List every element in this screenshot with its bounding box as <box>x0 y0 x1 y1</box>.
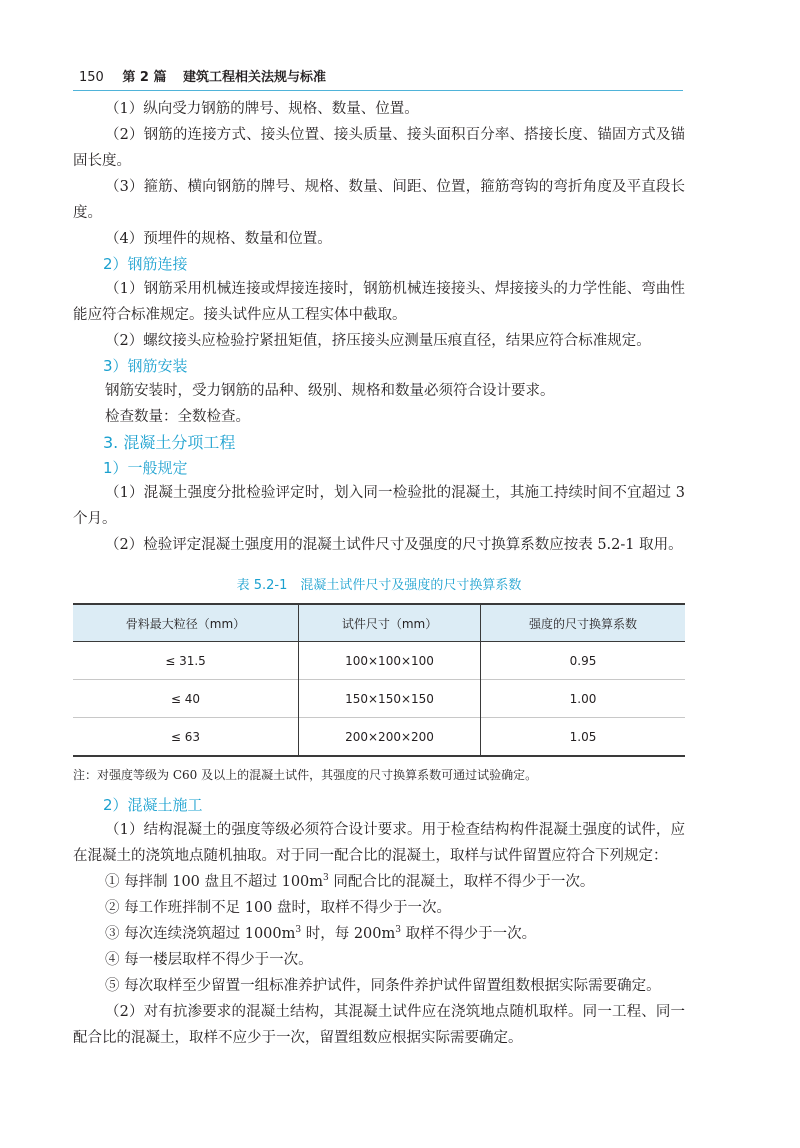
paragraph: （4）预埋件的规格、数量和位置。 <box>105 231 332 247</box>
paragraph: （3）箍筋、横向钢筋的牌号、规格、数量、间距、位置，箍筋弯钩的弯折角度及平直段长度。 <box>73 179 685 221</box>
paragraph: （1）结构混凝土的强度等级必须符合设计要求。用于检查结构构件混凝土强度的试件，应在混凝土的浇筑地点随机抽取。对于同一配合比的混凝土，取样与试件留置应符合下列规定： <box>73 822 685 864</box>
paragraph: （2）检验评定混凝土强度用的混凝土试件尺寸及强度的尺寸换算系数应按表 5.2-1 取用。 <box>105 537 683 553</box>
table-cell: ≤ 63 <box>73 718 299 757</box>
list-item: ④ 每一楼层取样不得少于一次。 <box>105 952 313 968</box>
table-cell: 1.05 <box>481 718 685 757</box>
subsection-heading: 2）混凝土施工 <box>103 796 203 814</box>
page-header <box>73 66 683 91</box>
part-label: 第 2 篇 <box>122 70 167 85</box>
paragraph: （1）混凝土强度分批检验评定时，划入同一检验批的混凝土，其施工持续时间不宜超过 3 个月。 <box>73 485 685 527</box>
list-item: ② 每工作班拌制不足 100 盘时，取样不得少于一次。 <box>105 900 452 916</box>
column-header: 强度的尺寸换算系数 <box>481 604 685 642</box>
page-number: 150 <box>79 70 104 85</box>
paragraph: （2）对有抗渗要求的混凝土结构，其混凝土试件应在浇筑地点随机取样。同一工程、同一配合比的混凝土，取样不应少于一次，留置组数应根据实际需要确定。 <box>73 1004 685 1046</box>
paragraph: （1）钢筋采用机械连接或焊接连接时，钢筋机械连接接头、焊接接头的力学性能、弯曲性能应符合标准规定。接头试件应从工程实体中截取。 <box>73 281 685 323</box>
table-cell: 1.00 <box>481 680 685 718</box>
table-header-row <box>73 604 685 642</box>
table-caption: 表 5.2-1 混凝土试件尺寸及强度的尺寸换算系数 <box>236 578 522 593</box>
paragraph: 检查数量：全数检查。 <box>105 409 250 425</box>
paragraph: （1）纵向受力钢筋的牌号、规格、数量、位置。 <box>105 101 419 117</box>
conversion-table <box>73 603 685 757</box>
subsection-heading: 1）一般规定 <box>103 459 188 477</box>
paragraph: （2）钢筋的连接方式、接头位置、接头质量、接头面积百分率、搭接长度、锚固方式及锚固长度。 <box>73 127 685 169</box>
table-cell: 0.95 <box>481 642 685 680</box>
table-cell: ≤ 40 <box>73 680 299 718</box>
superscript: 3 <box>395 925 401 936</box>
paragraph: （2）螺纹接头应检验拧紧扭矩值，挤压接头应测量压痕直径，结果应符合标准规定。 <box>105 333 651 349</box>
table-cell: 200×200×200 <box>299 718 481 757</box>
subsection-heading: 3）钢筋安装 <box>103 357 188 375</box>
table-cell: ≤ 31.5 <box>73 642 299 680</box>
list-item: ⑤ 每次取样至少留置一组标准养护试件，同条件养护试件留置组数根据实际需要确定。 <box>105 978 661 994</box>
list-item <box>73 921 685 947</box>
list-item-text: 时，每 200m <box>301 926 396 942</box>
column-header: 试件尺寸（mm） <box>299 604 481 642</box>
subsection-heading: 2）钢筋连接 <box>103 255 188 273</box>
list-item-text: 同配合比的混凝土，取样不得少于一次。 <box>328 874 595 890</box>
table-note: 注：对强度等级为 C60 及以上的混凝土试件，其强度的尺寸换算系数可通过试验确定。 <box>73 768 538 782</box>
superscript: 3 <box>295 925 302 936</box>
table-row <box>73 680 685 718</box>
table-cell: 100×100×100 <box>299 642 481 680</box>
paragraph: 钢筋安装时，受力钢筋的品种、级别、规格和数量必须符合设计要求。 <box>105 383 555 399</box>
part-title: 建筑工程相关法规与标准 <box>183 70 327 85</box>
page-content <box>73 96 685 1051</box>
table-row <box>73 718 685 757</box>
column-header: 骨料最大粒径（mm） <box>73 604 299 642</box>
list-item-text: 取样不得少于一次。 <box>401 926 537 942</box>
list-item-text: ③ 每次连续浇筑超过 1000m <box>105 926 296 942</box>
list-item-text: ① 每拌制 100 盘且不超过 100m <box>105 874 324 890</box>
section-heading: 3. 混凝土分项工程 <box>103 433 236 452</box>
list-item <box>73 869 685 895</box>
superscript: 3 <box>323 873 329 884</box>
table-cell: 150×150×150 <box>299 680 481 718</box>
table-row <box>73 642 685 680</box>
